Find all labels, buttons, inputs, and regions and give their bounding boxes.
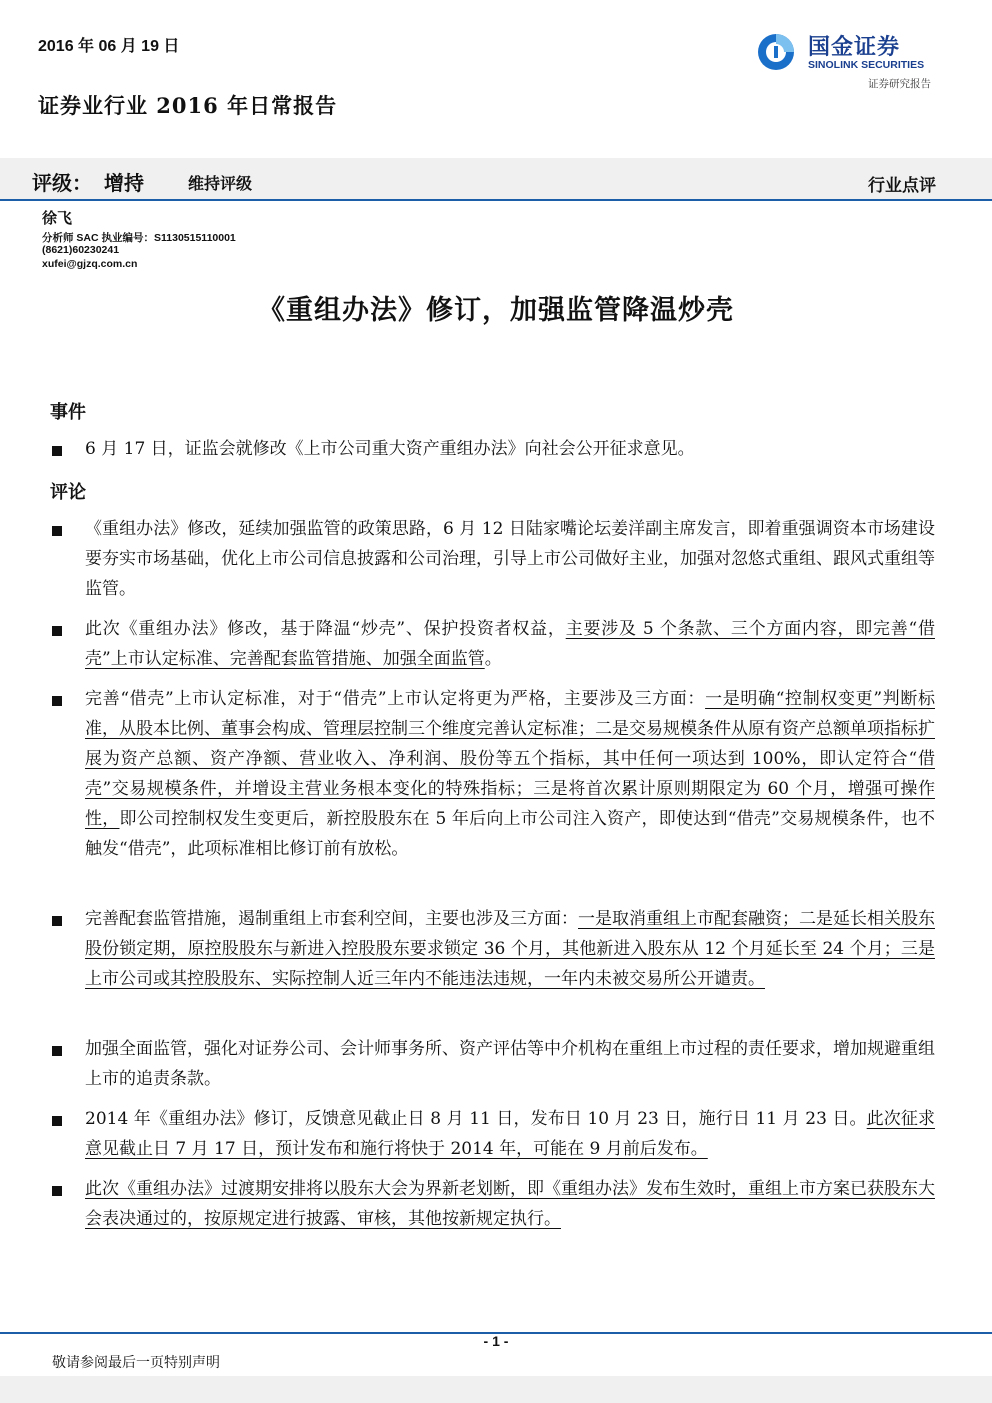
header-divider — [0, 199, 992, 201]
logo-subtitle: 证券研究报告 — [868, 78, 931, 90]
disclaimer-note: 敬请参阅最后一页特别声明 — [52, 1355, 220, 1371]
paragraph-underlined-text: 此次征求意见截止日 7 月 17 日，预计发布和施行将快于 2014 年，可能在 9 月前后发布。 — [85, 1109, 936, 1159]
bullet-icon — [52, 696, 62, 706]
footer-bar — [0, 1376, 992, 1403]
author-name: 徐飞 — [42, 209, 73, 227]
author-sac-id: 分析师 SAC 执业编号：S1130515110001 — [42, 232, 236, 244]
bullet-icon — [52, 626, 62, 636]
bullet-icon — [52, 916, 62, 926]
bullet-icon — [52, 526, 62, 536]
section-heading-comment: 评论 — [50, 482, 86, 503]
logo-english-name: SINOLINK SECURITIES — [808, 59, 925, 71]
paragraph-3 — [85, 614, 935, 674]
rating-bar — [0, 158, 992, 200]
paragraph-5 — [85, 904, 935, 994]
sinolink-logo — [756, 30, 946, 92]
bullet-icon — [52, 1116, 62, 1126]
paragraph-tail-text: 即公司控制权发生变更后，新控股股东在 5 年后向上市公司注入资产，即使达到“借壳”交易规模条件，也不触发“借壳”，此项标准相比修订前有放松。 — [85, 809, 935, 859]
report-series: 证券业行业 2016 年日常报告 — [38, 93, 338, 118]
paragraph-text: 加强全面监管，强化对证券公司、会计师事务所、资产评估等中介机构在重组上市过程的责任要求，增加规避重组上市的追责条款。 — [85, 1039, 935, 1089]
paragraph-4 — [85, 684, 935, 864]
sinolink-emblem-icon — [756, 32, 796, 72]
paragraph-period: 。 — [484, 649, 502, 669]
paragraph-underlined-text: 一是明确“控制权变更”判断标准，从股本比例、董事会构成、管理层控制三个维度完善认定标准；二是交易规模条件从原有资产总额单项指标扩展为资产总额、资产净额、营业收入、净利润、股份等五个指标，其中任何一项达到 100%，即认定符合“借壳”交易规模条件，并增设主营业务根本变化的特殊指标；三是将首次累计原则期限定为 60 个月，增强可操作性， — [85, 689, 935, 829]
paragraph-text: 《重组办法》修改，延续加强监管的政策思路，6 月 12 日陆家嘴论坛姜洋副主席发言，即着重强调资本市场建设要夯实市场基础，优化上市公司信息披露和公司治理，引导上市公司做好主业，加强对忽悠式重组、跟风式重组等监管。 — [85, 519, 935, 599]
bullet-icon — [52, 446, 62, 456]
report-category: 行业点评 — [868, 176, 936, 196]
paragraph-underlined-text: 一是取消重组上市配套融资；二是延长相关股东股份锁定期，原控股股东与新进入控股股东要求锁定 36 个月，其他新进入股东从 12 个月延长至 24 个月；三是上市公司或其控股股东、实际控制人近三年内不能违法违规，一年内未被交易所公开谴责。 — [85, 909, 935, 989]
article-title: 《重组办法》修订，加强监管降温炒壳 — [258, 295, 734, 326]
paragraph-2 — [85, 514, 935, 604]
paragraph-underlined-text: 主要涉及 5 个条款、三个方面内容，即完善“借壳”上市认定标准、完善配套监管措施、加强全面监管 — [85, 619, 935, 669]
paragraph-8 — [85, 1174, 935, 1234]
rating-label: 评级： — [32, 171, 92, 195]
rating-value: 增持 — [104, 171, 144, 195]
section-heading-event: 事件 — [50, 402, 86, 423]
bullet-icon — [52, 1186, 62, 1196]
paragraph-text: 2014 年《重组办法》修订，反馈意见截止日 8 月 11 日，发布日 10 月 23 日，施行日 11 月 23 日。 — [85, 1109, 867, 1129]
rating-note: 维持评级 — [188, 174, 253, 193]
paragraph-text: 完善配套监管措施，遏制重组上市套利空间，主要也涉及三方面： — [85, 909, 578, 929]
paragraph-1 — [85, 434, 935, 464]
paragraph-text: 完善“借壳”上市认定标准，对于“借壳”上市认定将更为严格，主要涉及三方面： — [85, 689, 706, 709]
paragraph-7 — [85, 1104, 935, 1164]
page-number: - 1 - — [483, 1333, 509, 1349]
paragraph-text: 此次《重组办法》修改，基于降温“炒壳”、保护投资者权益， — [85, 619, 566, 639]
paragraph-underlined-text: 此次《重组办法》过渡期安排将以股东大会为界新老划断，即《重组办法》发布生效时，重组上市方案已获股东大会表决通过的，按原规定进行披露、审核，其他按新规定执行。 — [85, 1179, 935, 1229]
report-date: 2016 年 06 月 19 日 — [38, 38, 180, 55]
logo-chinese-name: 国金证券 — [808, 35, 901, 60]
paragraph-text: 6 月 17 日，证监会就修改《上市公司重大资产重组办法》向社会公开征求意见。 — [85, 439, 695, 459]
author-phone: (8621)60230241 — [42, 244, 120, 256]
author-email: xufei@gjzq.com.cn — [42, 258, 138, 270]
paragraph-6 — [85, 1034, 935, 1094]
bullet-icon — [52, 1046, 62, 1056]
